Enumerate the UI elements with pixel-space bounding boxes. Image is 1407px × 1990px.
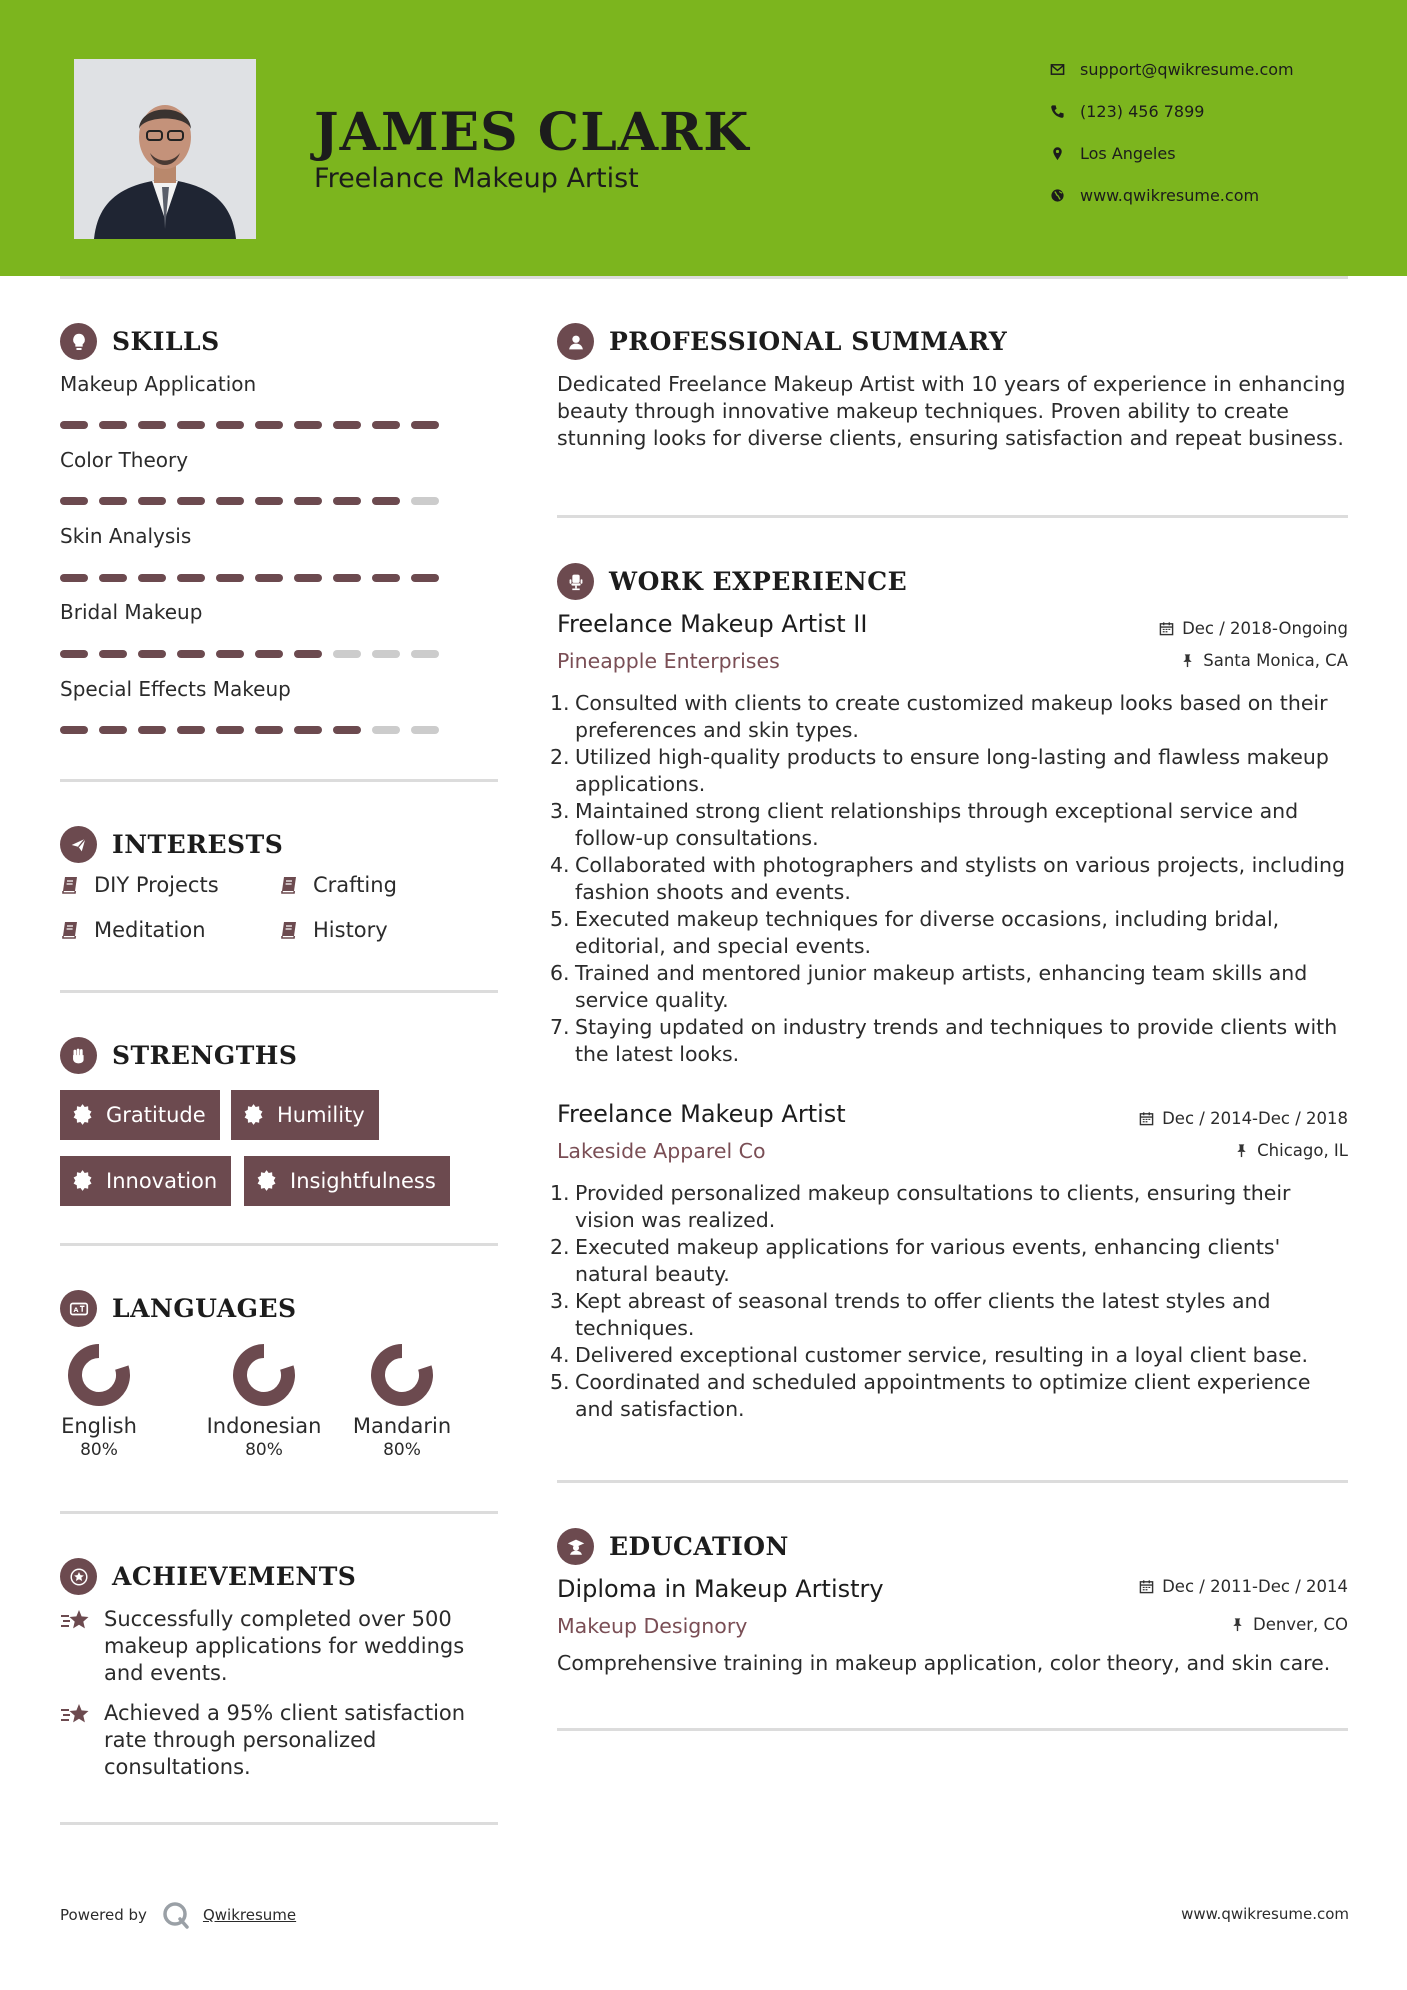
skill-rating-bar: [60, 421, 439, 429]
job-location-text: Chicago, IL: [1257, 1141, 1348, 1160]
raised-fist-icon: [60, 1037, 97, 1074]
language-progress-arc: [378, 1351, 426, 1399]
job-duty-text: Consulted with clients to create customized makeup looks based on their preferences and skin types.: [575, 691, 1328, 742]
job-date: [1139, 1109, 1348, 1128]
strength-tag: [60, 1090, 220, 1140]
job-duty-item: 5. Coordinated and scheduled appointments to optimize client experience and satisfaction.: [550, 1369, 1350, 1423]
skill-segment-filled: [294, 650, 322, 658]
language-name: Indonesian: [206, 1414, 322, 1438]
interests-title: INTERESTS: [112, 830, 284, 859]
candidate-name: JAMES CLARK: [314, 102, 750, 163]
thumbtack-icon: [1180, 653, 1195, 668]
language-level: 80%: [383, 1440, 421, 1460]
contact-website[interactable]: [1050, 183, 1259, 207]
section-divider: [60, 779, 498, 782]
svg-text:A: A: [73, 1305, 78, 1314]
section-divider: [60, 990, 498, 993]
job-company: Pineapple Enterprises: [557, 649, 780, 673]
job-duty-item: 2. Executed makeup applications for various events, enhancing clients' natural beauty.: [550, 1234, 1350, 1288]
skill-segment-filled: [177, 574, 205, 582]
skill-segment-filled: [138, 650, 166, 658]
job-duty-text: Executed makeup techniques for diverse occasions, including bridal, editorial, and special events.: [575, 907, 1280, 958]
book-icon: [279, 875, 299, 895]
skill-segment-empty: [411, 497, 439, 505]
job-duty-item: 2. Utilized high-quality products to ensure long-lasting and flawless makeup applications.: [550, 744, 1350, 798]
skill-name: Makeup Application: [60, 372, 257, 396]
skill-segment-filled: [177, 497, 205, 505]
office-chair-icon: [557, 563, 594, 600]
job-duty-text: Executed makeup applications for various events, enhancing clients' natural beauty.: [575, 1235, 1281, 1286]
skill-segment-filled: [99, 574, 127, 582]
skill-segment-filled: [216, 650, 244, 658]
education-description: Comprehensive training in makeup application, color theory, and skin care.: [557, 1651, 1331, 1675]
shooting-star-icon: [60, 1702, 92, 1728]
language-progress-ring: [66, 1342, 132, 1408]
job-location-text: Santa Monica, CA: [1203, 651, 1348, 670]
interests-heading: [60, 826, 283, 863]
job-duty-text: Delivered exceptional customer service, resulting in a loyal client base.: [575, 1343, 1308, 1367]
skill-name: Color Theory: [60, 448, 189, 472]
language-progress-ring: [231, 1342, 297, 1408]
skill-segment-filled: [99, 650, 127, 658]
skill-segment-filled: [99, 421, 127, 429]
section-divider: [557, 1728, 1348, 1731]
skill-segment-empty: [333, 650, 361, 658]
powered-by: [60, 1900, 296, 1930]
education-heading: [557, 1528, 789, 1565]
certificate-badge-icon: [72, 1170, 94, 1192]
skill-segment-filled: [177, 421, 205, 429]
skill-segment-filled: [60, 421, 88, 429]
skill-segment-filled: [138, 726, 166, 734]
interest-label: Meditation: [94, 918, 206, 942]
education-date: [1139, 1577, 1348, 1596]
interest-label: DIY Projects: [94, 873, 219, 897]
skill-rating-bar: [60, 650, 439, 658]
calendar-icon: [1139, 1111, 1154, 1126]
experience-heading: [557, 563, 907, 600]
skill-segment-filled: [138, 574, 166, 582]
skills-heading: [60, 323, 220, 360]
interest-item: [279, 918, 388, 942]
job-duty-text: Trained and mentored junior makeup artists, enhancing team skills and service quality.: [575, 961, 1308, 1012]
strength-tag: [60, 1156, 231, 1206]
certificate-badge-icon: [72, 1104, 94, 1126]
paper-plane-icon: [60, 826, 97, 863]
job-duty-text: Staying updated on industry trends and techniques to provide clients with the latest looks.: [575, 1015, 1338, 1066]
interest-label: Crafting: [313, 873, 397, 897]
powered-by-label: Powered by: [60, 1906, 147, 1924]
job-duty-text: Coordinated and scheduled appointments to optimize client experience and satisfaction.: [575, 1370, 1311, 1421]
section-divider: [60, 1243, 498, 1246]
skill-segment-filled: [216, 421, 244, 429]
job-duty-item: 3. Kept abreast of seasonal trends to offer clients the latest styles and techniques.: [550, 1288, 1350, 1342]
job-duty-text: Kept abreast of seasonal trends to offer clients the latest styles and techniques.: [575, 1289, 1271, 1340]
skill-segment-filled: [411, 574, 439, 582]
strength-label: Humility: [277, 1103, 365, 1127]
job-date-text: Dec / 2014-Dec / 2018: [1162, 1109, 1348, 1128]
skill-segment-filled: [216, 574, 244, 582]
skill-rating-bar: [60, 574, 439, 582]
interest-item: [60, 873, 219, 897]
calendar-icon: [1159, 621, 1174, 636]
language-icon: [60, 1290, 97, 1327]
skill-segment-filled: [372, 574, 400, 582]
contact-email-text: support@qwikresume.com: [1080, 59, 1294, 79]
skill-segment-filled: [216, 726, 244, 734]
language-item: [29, 1342, 169, 1460]
job-duty-text: Collaborated with photographers and stylists on various projects, including fashion shoots and events.: [575, 853, 1345, 904]
strength-tag: [231, 1090, 379, 1140]
map-marker-icon: [1050, 146, 1080, 161]
footer-website[interactable]: www.qwikresume.com: [1181, 1905, 1349, 1923]
interest-item: [60, 918, 206, 942]
resume-header: [0, 0, 1407, 276]
strength-label: Gratitude: [106, 1103, 206, 1127]
user-icon: [557, 323, 594, 360]
skill-segment-filled: [255, 650, 283, 658]
skill-segment-filled: [372, 497, 400, 505]
book-icon: [60, 875, 80, 895]
language-progress-arc: [240, 1351, 288, 1399]
candidate-title: Freelance Makeup Artist: [314, 163, 639, 194]
job-duty-item: 4. Collaborated with photographers and stylists on various projects, including fashion shoots and events.: [550, 852, 1350, 906]
skill-segment-filled: [333, 574, 361, 582]
job-duties-list: [550, 690, 1350, 1068]
contact-phone[interactable]: [1050, 99, 1204, 123]
section-divider: [557, 515, 1348, 518]
skill-segment-empty: [372, 650, 400, 658]
section-divider: [557, 1480, 1348, 1483]
education-location-text: Denver, CO: [1252, 1615, 1348, 1634]
strengths-heading: [60, 1037, 297, 1074]
language-item: [332, 1342, 472, 1460]
phone-icon: [1050, 104, 1080, 119]
job-duty-text: Maintained strong client relationships through exceptional service and follow-up consultations.: [575, 799, 1299, 850]
job-duty-item: 1. Provided personalized makeup consultations to clients, ensuring their vision was realized.: [550, 1180, 1350, 1234]
thumbtack-icon: [1234, 1143, 1249, 1158]
skill-segment-filled: [294, 574, 322, 582]
skill-segment-filled: [294, 497, 322, 505]
summary-text: Dedicated Freelance Makeup Artist with 10 years of experience in enhancing beauty through innovative makeup techniques. Proven ability to create stunning looks for diverse clients, ensuring satisfaction and repeat business.: [557, 372, 1346, 450]
thumbtack-icon: [1230, 1617, 1245, 1632]
skill-segment-filled: [255, 726, 283, 734]
qwikresume-logo-icon: [161, 1900, 191, 1930]
skill-name: Skin Analysis: [60, 524, 192, 548]
job-date-text: Dec / 2018-Ongoing: [1182, 619, 1348, 638]
skill-segment-filled: [138, 421, 166, 429]
education-title: EDUCATION: [609, 1532, 789, 1561]
skill-segment-filled: [255, 574, 283, 582]
skill-segment-filled: [177, 650, 205, 658]
skill-segment-filled: [294, 421, 322, 429]
education-location: [1230, 1615, 1348, 1634]
profile-photo: [74, 59, 256, 239]
language-name: Mandarin: [352, 1414, 452, 1438]
certificate-badge-icon: [243, 1104, 265, 1126]
language-progress-arc: [75, 1351, 123, 1399]
skill-segment-filled: [60, 726, 88, 734]
job-duty-item: 3. Maintained strong client relationships through exceptional service and follow-up consultations.: [550, 798, 1350, 852]
job-duty-item: 7. Staying updated on industry trends and techniques to provide clients with the latest looks.: [550, 1014, 1350, 1068]
skill-segment-filled: [333, 726, 361, 734]
contact-location: [1050, 141, 1176, 165]
skill-segment-filled: [138, 497, 166, 505]
book-icon: [279, 920, 299, 940]
job-title: Freelance Makeup Artist: [557, 1100, 846, 1128]
skill-name: Bridal Makeup: [60, 600, 203, 624]
shooting-star-icon: [60, 1608, 92, 1634]
job-date: [1159, 619, 1348, 638]
achievement-text: Successfully completed over 500 makeup applications for weddings and events.: [104, 1607, 465, 1685]
skill-segment-filled: [255, 421, 283, 429]
star-badge-icon: [60, 1558, 97, 1595]
graduate-icon: [557, 1528, 594, 1565]
strength-label: Insightfulness: [290, 1169, 436, 1193]
job-duty-item: 6. Trained and mentored junior makeup artists, enhancing team skills and service quality.: [550, 960, 1350, 1014]
section-divider: [60, 1511, 498, 1514]
qwikresume-link[interactable]: Qwikresume: [202, 1906, 297, 1924]
job-duty-item: 1. Consulted with clients to create customized makeup looks based on their preferences and skin types.: [550, 690, 1350, 744]
job-location: [1180, 651, 1348, 670]
contact-website-text: www.qwikresume.com: [1080, 185, 1260, 205]
envelope-icon: [1050, 62, 1080, 77]
contact-location-text: Los Angeles: [1080, 143, 1176, 163]
skill-segment-empty: [411, 650, 439, 658]
skill-segment-filled: [177, 726, 205, 734]
strength-label: Innovation: [106, 1169, 218, 1193]
job-duty-item: 5. Executed makeup techniques for diverse occasions, including bridal, editorial, and special events.: [550, 906, 1350, 960]
section-divider: [60, 1822, 498, 1825]
skill-rating-bar: [60, 726, 439, 734]
job-company: Lakeside Apparel Co: [557, 1139, 766, 1163]
skill-segment-filled: [255, 497, 283, 505]
experience-title: WORK EXPERIENCE: [609, 567, 908, 596]
skill-segment-filled: [294, 726, 322, 734]
summary-heading: [557, 323, 1007, 360]
achievements-heading: [60, 1558, 356, 1595]
job-location: [1234, 1141, 1348, 1160]
contact-phone-text: (123) 456 7899: [1080, 101, 1205, 121]
job-duty-text: Utilized high-quality products to ensure long-lasting and flawless makeup applications.: [575, 745, 1329, 796]
skill-name: Special Effects Makeup: [60, 677, 291, 701]
achievement-text: Achieved a 95% client satisfaction rate through personalized consultations.: [104, 1701, 466, 1779]
summary-title: PROFESSIONAL SUMMARY: [609, 327, 1008, 356]
skill-segment-filled: [60, 650, 88, 658]
skills-title: SKILLS: [112, 327, 220, 356]
strengths-title: STRENGTHS: [112, 1041, 298, 1070]
skill-segment-filled: [99, 497, 127, 505]
job-duty-item: 4. Delivered exceptional customer service, resulting in a loyal client base.: [550, 1343, 1308, 1367]
globe-icon: [1050, 188, 1080, 203]
job-title: Freelance Makeup Artist II: [557, 610, 868, 638]
education-date-text: Dec / 2011-Dec / 2014: [1162, 1577, 1348, 1596]
achievement-item: [60, 1606, 500, 1687]
skill-segment-filled: [216, 497, 244, 505]
language-name: English: [61, 1414, 137, 1438]
languages-title: LANGUAGES: [112, 1294, 297, 1323]
skill-segment-filled: [60, 574, 88, 582]
certificate-badge-icon: [256, 1170, 278, 1192]
languages-heading: [60, 1290, 297, 1327]
skill-segment-filled: [372, 421, 400, 429]
lightbulb-icon: [60, 323, 97, 360]
skill-segment-empty: [372, 726, 400, 734]
job-duties-list: [550, 1180, 1350, 1423]
language-progress-ring: [369, 1342, 435, 1408]
skill-segment-filled: [333, 421, 361, 429]
achievements-title: ACHIEVEMENTS: [112, 1562, 357, 1591]
degree-title: Diploma in Makeup Artistry: [557, 1575, 884, 1603]
language-level: 80%: [245, 1440, 283, 1460]
skill-segment-filled: [99, 726, 127, 734]
school-name: Makeup Designory: [557, 1614, 748, 1638]
achievement-item: [60, 1700, 500, 1781]
language-level: 80%: [80, 1440, 118, 1460]
skill-rating-bar: [60, 497, 439, 505]
calendar-icon: [1139, 1579, 1154, 1594]
skill-segment-filled: [411, 421, 439, 429]
book-icon: [60, 920, 80, 940]
skill-segment-filled: [60, 497, 88, 505]
strength-tag: [244, 1156, 450, 1206]
language-item: [194, 1342, 334, 1460]
skill-segment-filled: [333, 497, 361, 505]
job-duty-text: Provided personalized makeup consultations to clients, ensuring their vision was realized.: [575, 1181, 1291, 1232]
interest-item: [279, 873, 397, 897]
skill-segment-empty: [411, 726, 439, 734]
contact-email[interactable]: [1050, 57, 1294, 81]
header-divider: [60, 276, 1348, 279]
interest-label: History: [313, 918, 388, 942]
